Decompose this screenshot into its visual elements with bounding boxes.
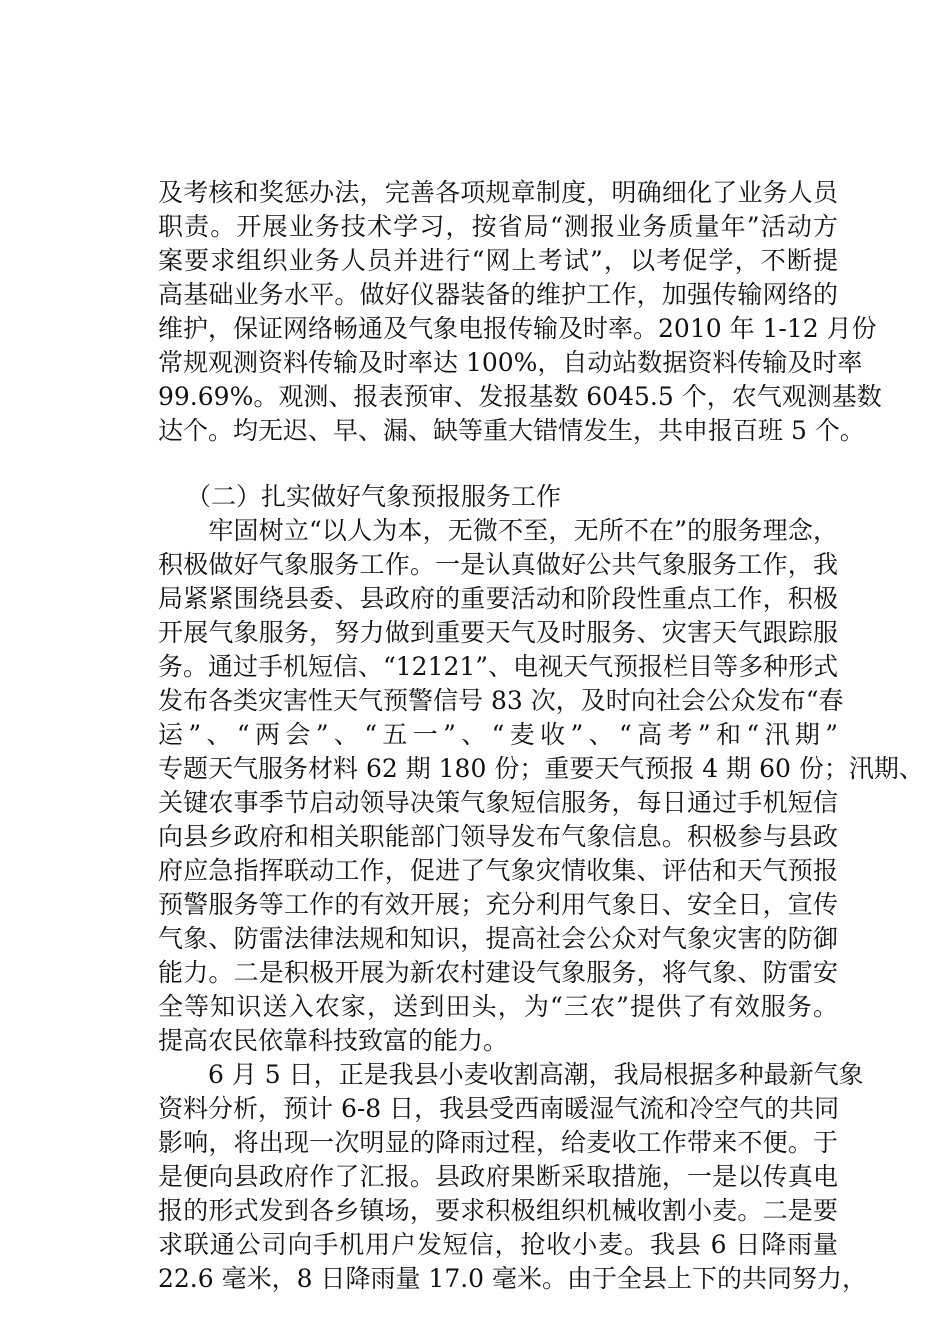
text-line: 影响，将出现一次明显的降雨过程，给麦收工作带来不便。于 (158, 1128, 838, 1157)
text-line: 求联通公司向手机用户发短信，抢收小麦。我县 6 日降雨量 (158, 1230, 838, 1259)
text-line: 能力。二是积极开展为新农村建设气象服务，将气象、防雷安 (158, 958, 838, 987)
text-line: 开展气象服务，努力做到重要天气及时服务、灾害天气跟踪服 (158, 618, 838, 647)
text-line: 6 月 5 日，正是我县小麦收割高潮，我局根据多种最新气象 (158, 1060, 864, 1089)
text-line: 达个。均无迟、早、漏、缺等重大错情发生，共申报百班 5 个。 (158, 416, 865, 445)
text-line: 发布各类灾害性天气预警信号 83 次，及时向社会公众发布“春 (158, 686, 844, 715)
text-line: 运”、“两会”、“五一”、“麦收”、“高考”和“汛期” (158, 720, 838, 749)
text-line: 99.69%。观测、报表预审、发报基数 6045.5 个，农气观测基数 (158, 382, 882, 411)
text-line: 是便向县政府作了汇报。县政府果断采取措施，一是以传真电 (158, 1162, 838, 1191)
text-line: 务。通过手机短信、“12121”、电视天气预报栏目等多种形式 (158, 652, 839, 681)
text-line: 及考核和奖惩办法，完善各项规章制度，明确细化了业务人员 (158, 178, 838, 207)
text-line: 高基础业务水平。做好仪器装备的维护工作，加强传输网络的 (158, 280, 838, 309)
section-heading: （二）扎实做好气象预报服务工作 (186, 482, 562, 511)
text-line: 关键农事季节启动领导决策气象短信服务，每日通过手机短信 (158, 788, 838, 817)
text-line: 职责。开展业务技术学习，按省局“测报业务质量年”活动方 (158, 212, 838, 241)
text-line: 报的形式发到各乡镇场，要求积极组织机械收割小麦。二是要 (158, 1196, 838, 1225)
text-line: 22.6 毫米，8 日降雨量 17.0 毫米。由于全县上下的共同努力， (158, 1264, 868, 1293)
text-line: 牢固树立“以人为本，无微不至，无所不在”的服务理念， (158, 516, 838, 545)
text-line: 维护，保证网络畅通及气象电报传输及时率。2010 年 1-12 月份 (158, 314, 877, 343)
text-line: 积极做好气象服务工作。一是认真做好公共气象服务工作，我 (158, 550, 838, 579)
text-line: 向县乡政府和相关职能部门领导发布气象信息。积极参与县政 (158, 822, 838, 851)
text-line: 提高农民依靠科技致富的能力。 (158, 1026, 509, 1055)
text-line: 府应急指挥联动工作，促进了气象灾情收集、评估和天气预报 (158, 856, 838, 885)
text-line: 常规观测资料传输及时率达 100%，自动站数据资料传输及时率 (158, 348, 863, 377)
text-line: 局紧紧围绕县委、县政府的重要活动和阶段性重点工作，积极 (158, 584, 838, 613)
text-line: 专题天气服务材料 62 期 180 份；重要天气预报 4 期 60 份；汛期、 (158, 754, 924, 783)
text-line: 预警服务等工作的有效开展；充分利用气象日、安全日，宣传 (158, 890, 838, 919)
text-line: 气象、防雷法律法规和知识，提高社会公众对气象灾害的防御 (158, 924, 838, 953)
text-line: 案要求组织业务人员并进行“网上考试”，以考促学，不断提 (158, 246, 838, 275)
text-line: 全等知识送入农家，送到田头，为“三农”提供了有效服务。 (158, 992, 838, 1021)
text-line: 资料分析，预计 6-8 日，我县受西南暖湿气流和冷空气的共同 (158, 1094, 840, 1123)
